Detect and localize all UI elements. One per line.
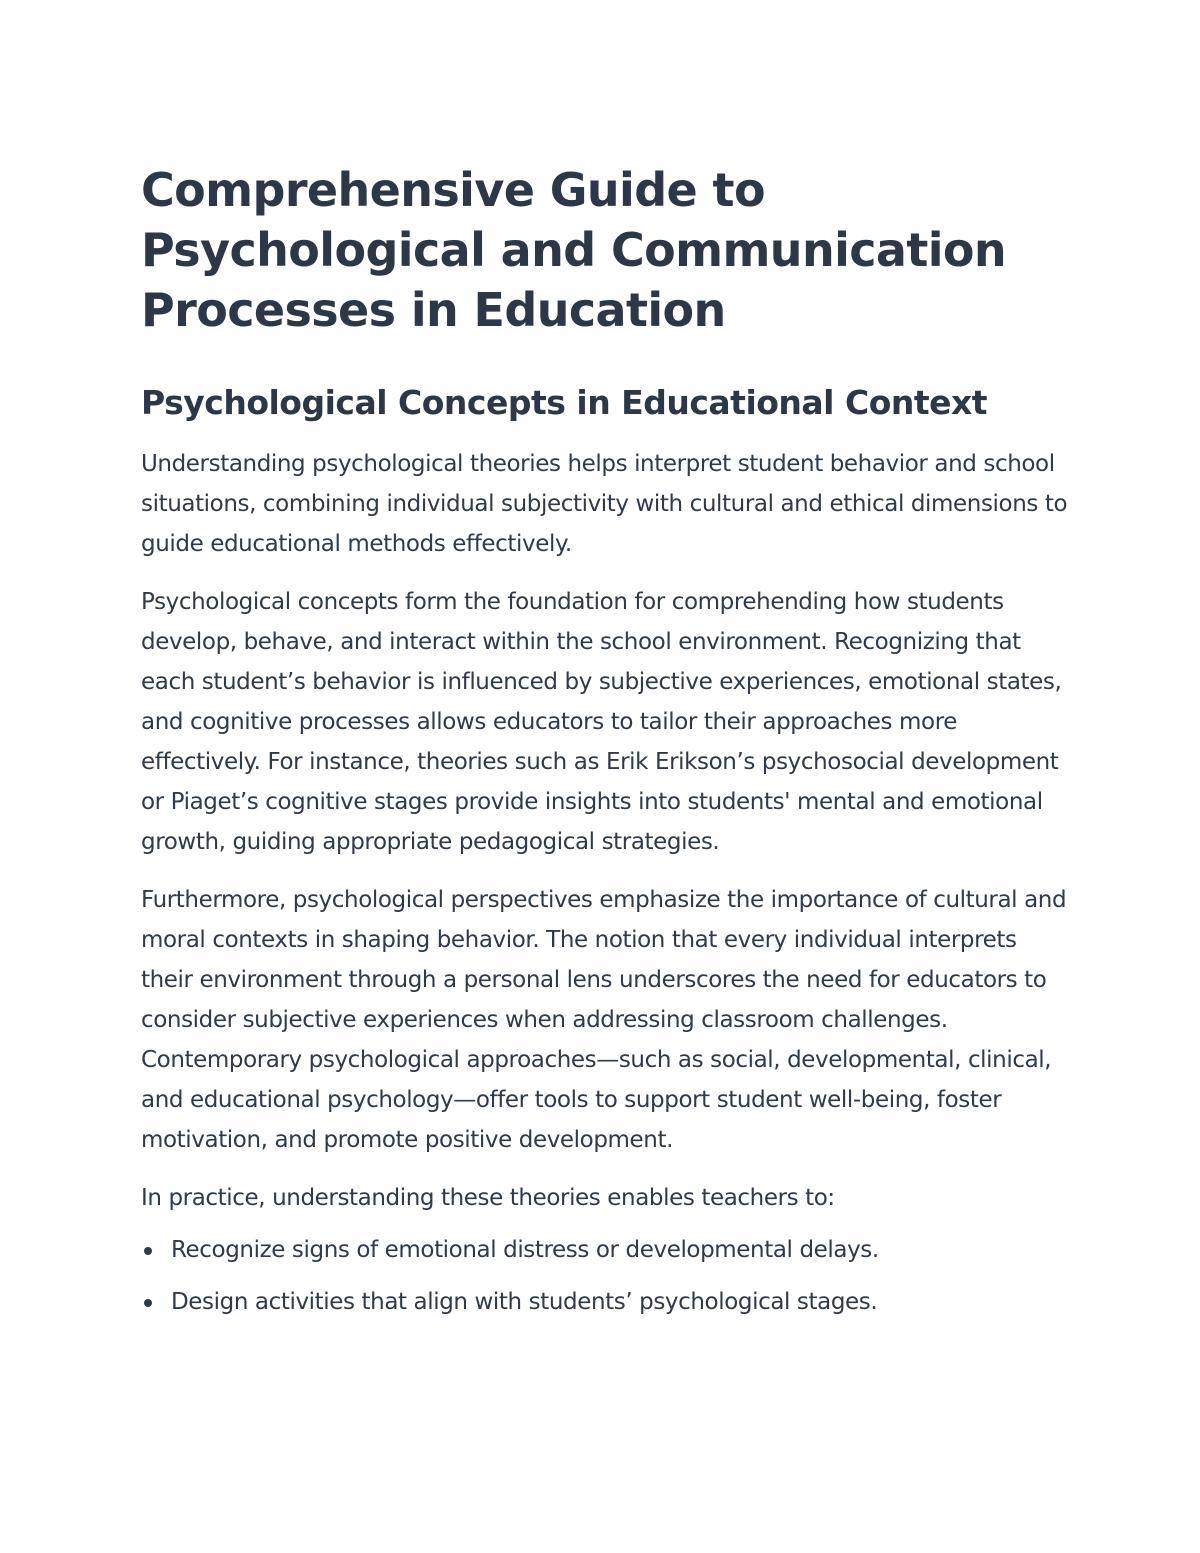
document-title: Comprehensive Guide to Psychological and Communication Processes in Education [141, 163, 1007, 337]
paragraph-intro: Understanding psychological theories helps interpret student behavior and school situations, combining individual subjectivity with cultural and ethical dimensions to guide educational methods effectively. [141, 451, 1068, 557]
list-item-text: Design activities that align with students’ psychological stages. [171, 1289, 878, 1315]
bullet-list [141, 1230, 1071, 1322]
paragraph-perspectives: Furthermore, psychological perspectives emphasize the importance of cultural and moral contexts in shaping behavior. The notion that every individual interprets their environment through a personal lens underscores the need for educators to consider subjective experiences when addressing classroom challenges. Contemporary psychological approaches—such as social, developmental, clinical, and educational psychology—offer tools to support student well-being, foster motivation, and promote positive development. [141, 887, 1067, 1153]
list-item [141, 1230, 1071, 1270]
bullet-icon [144, 1247, 152, 1255]
paragraph-practice: In practice, understanding these theories enables teachers to: [141, 1185, 835, 1211]
bullet-icon [144, 1299, 152, 1307]
section-heading: Psychological Concepts in Educational Context [141, 383, 988, 422]
paragraph-foundation: Psychological concepts form the foundation for comprehending how students develop, behave, and interact within the school environment. Recognizing that each student’s behavior is influenced by subjective experiences, emotional states, and cognitive processes allows educators to tailor their approaches more effectively. For instance, theories such as Erik Erikson’s psychosocial development or Piaget’s cognitive stages provide insights into students' mental and emotional growth, guiding appropriate pedagogical strategies. [141, 589, 1062, 855]
list-item [141, 1282, 1071, 1322]
document-page [141, 160, 1071, 1334]
list-item-text: Recognize signs of emotional distress or developmental delays. [171, 1237, 879, 1263]
